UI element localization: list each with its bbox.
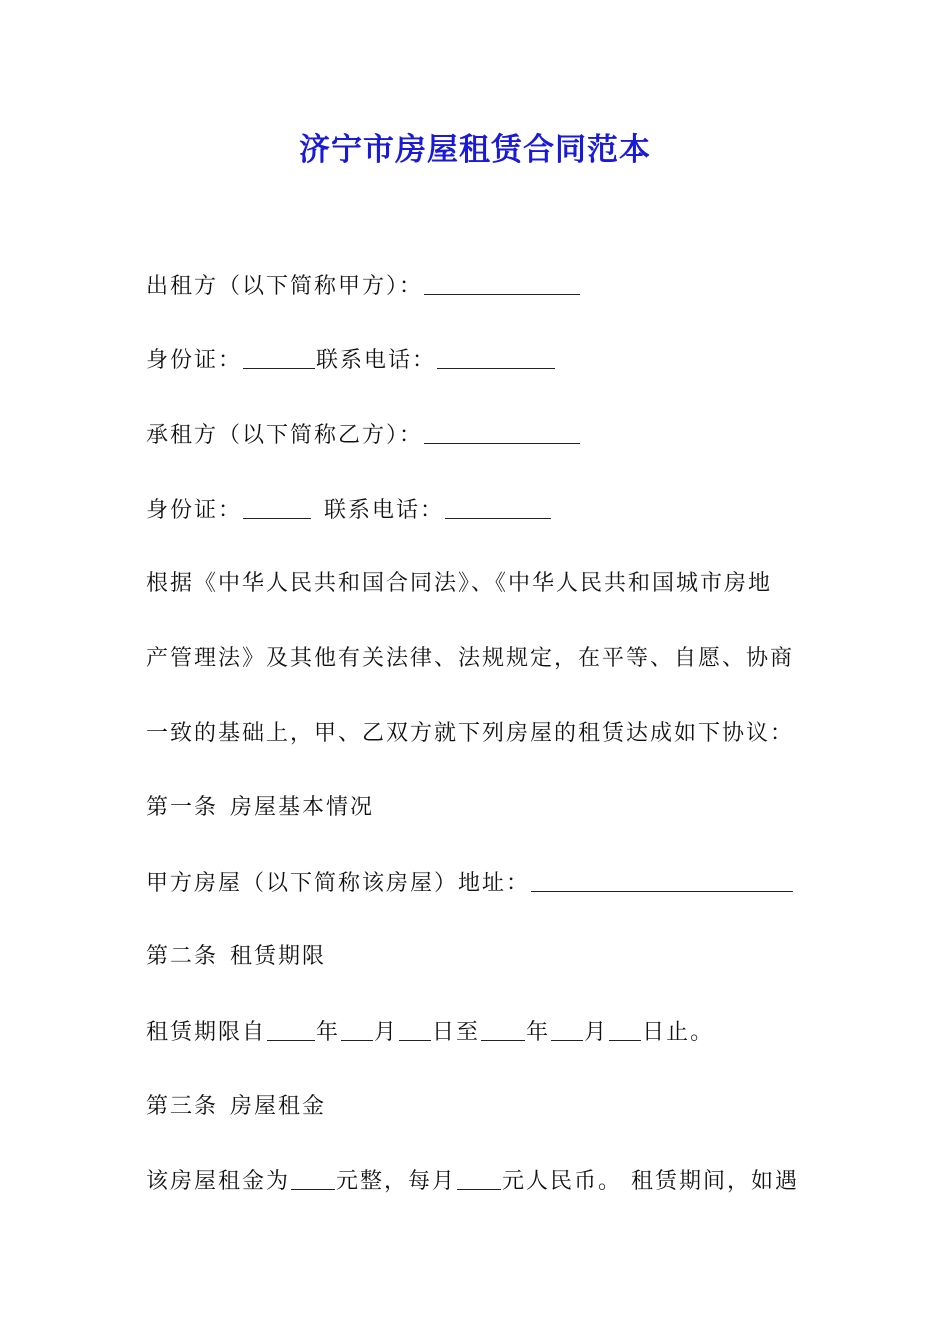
id-blank xyxy=(243,494,311,519)
term-prefix: 租赁期限自 xyxy=(146,1020,267,1045)
end-year-blank xyxy=(481,1016,525,1041)
start-day-blank xyxy=(399,1016,431,1041)
id-label: 身份证： xyxy=(146,348,243,373)
end-day-blank xyxy=(609,1016,641,1041)
start-month-blank xyxy=(341,1016,373,1041)
paragraph-line: 根据《中华人民共和国合同法》、《中华人民共和国城市房地 xyxy=(146,571,773,596)
lessor-line xyxy=(146,270,581,303)
paragraph-line: 一致的基础上，甲、乙双方就下列房屋的租赁达成如下协议： xyxy=(146,721,795,746)
rent-mid: 元整，每月 xyxy=(336,1169,457,1194)
contact-blank xyxy=(445,494,551,519)
day-end-label: 日止。 xyxy=(642,1020,715,1045)
rent-suffix: 元人民币。 租赁期间，如遇 xyxy=(502,1169,800,1194)
id-label: 身份证： xyxy=(146,498,243,523)
article-heading xyxy=(146,1091,326,1123)
lessor-blank xyxy=(424,270,580,295)
address-blank xyxy=(531,867,793,892)
lessee-id-line xyxy=(146,494,552,527)
contact-label: 联系电话： xyxy=(324,498,445,523)
article-number: 第二条 xyxy=(146,944,219,969)
article-title: 房屋基本情况 xyxy=(230,795,375,820)
year-label: 年 xyxy=(316,1020,341,1045)
year-label: 年 xyxy=(526,1020,551,1045)
start-year-blank xyxy=(267,1016,315,1041)
article-number: 第一条 xyxy=(146,795,219,820)
paragraph-line: 产管理法》及其他有关法律、法规规定，在平等、自愿、协商 xyxy=(146,646,795,671)
id-blank xyxy=(243,344,315,369)
month-label: 月 xyxy=(374,1020,399,1045)
end-month-blank xyxy=(551,1016,583,1041)
document-title: 济宁市房屋租赁合同范本 xyxy=(299,132,651,168)
rent-total-blank xyxy=(291,1165,335,1190)
lessee-line xyxy=(146,419,581,452)
article-heading xyxy=(146,941,326,973)
address-label: 甲方房屋（以下简称该房屋）地址： xyxy=(146,871,531,896)
rent-prefix: 该房屋租金为 xyxy=(146,1169,291,1194)
lessee-blank xyxy=(424,419,580,444)
rent-line xyxy=(146,1165,799,1198)
lessor-id-line xyxy=(146,344,556,377)
article-title: 租赁期限 xyxy=(230,944,327,969)
article-title: 房屋租金 xyxy=(230,1094,327,1119)
lessor-label: 出租方（以下简称甲方）： xyxy=(146,274,424,299)
term-line xyxy=(146,1016,714,1049)
month-label: 月 xyxy=(584,1020,609,1045)
article-number: 第三条 xyxy=(146,1094,219,1119)
contact-blank xyxy=(437,344,555,369)
day-to-label: 日至 xyxy=(432,1020,481,1045)
contact-label: 联系电话： xyxy=(316,348,437,373)
rent-monthly-blank xyxy=(457,1165,501,1190)
lessee-label: 承租方（以下简称乙方）： xyxy=(146,423,424,448)
article-heading xyxy=(146,792,374,824)
address-line xyxy=(146,867,794,900)
